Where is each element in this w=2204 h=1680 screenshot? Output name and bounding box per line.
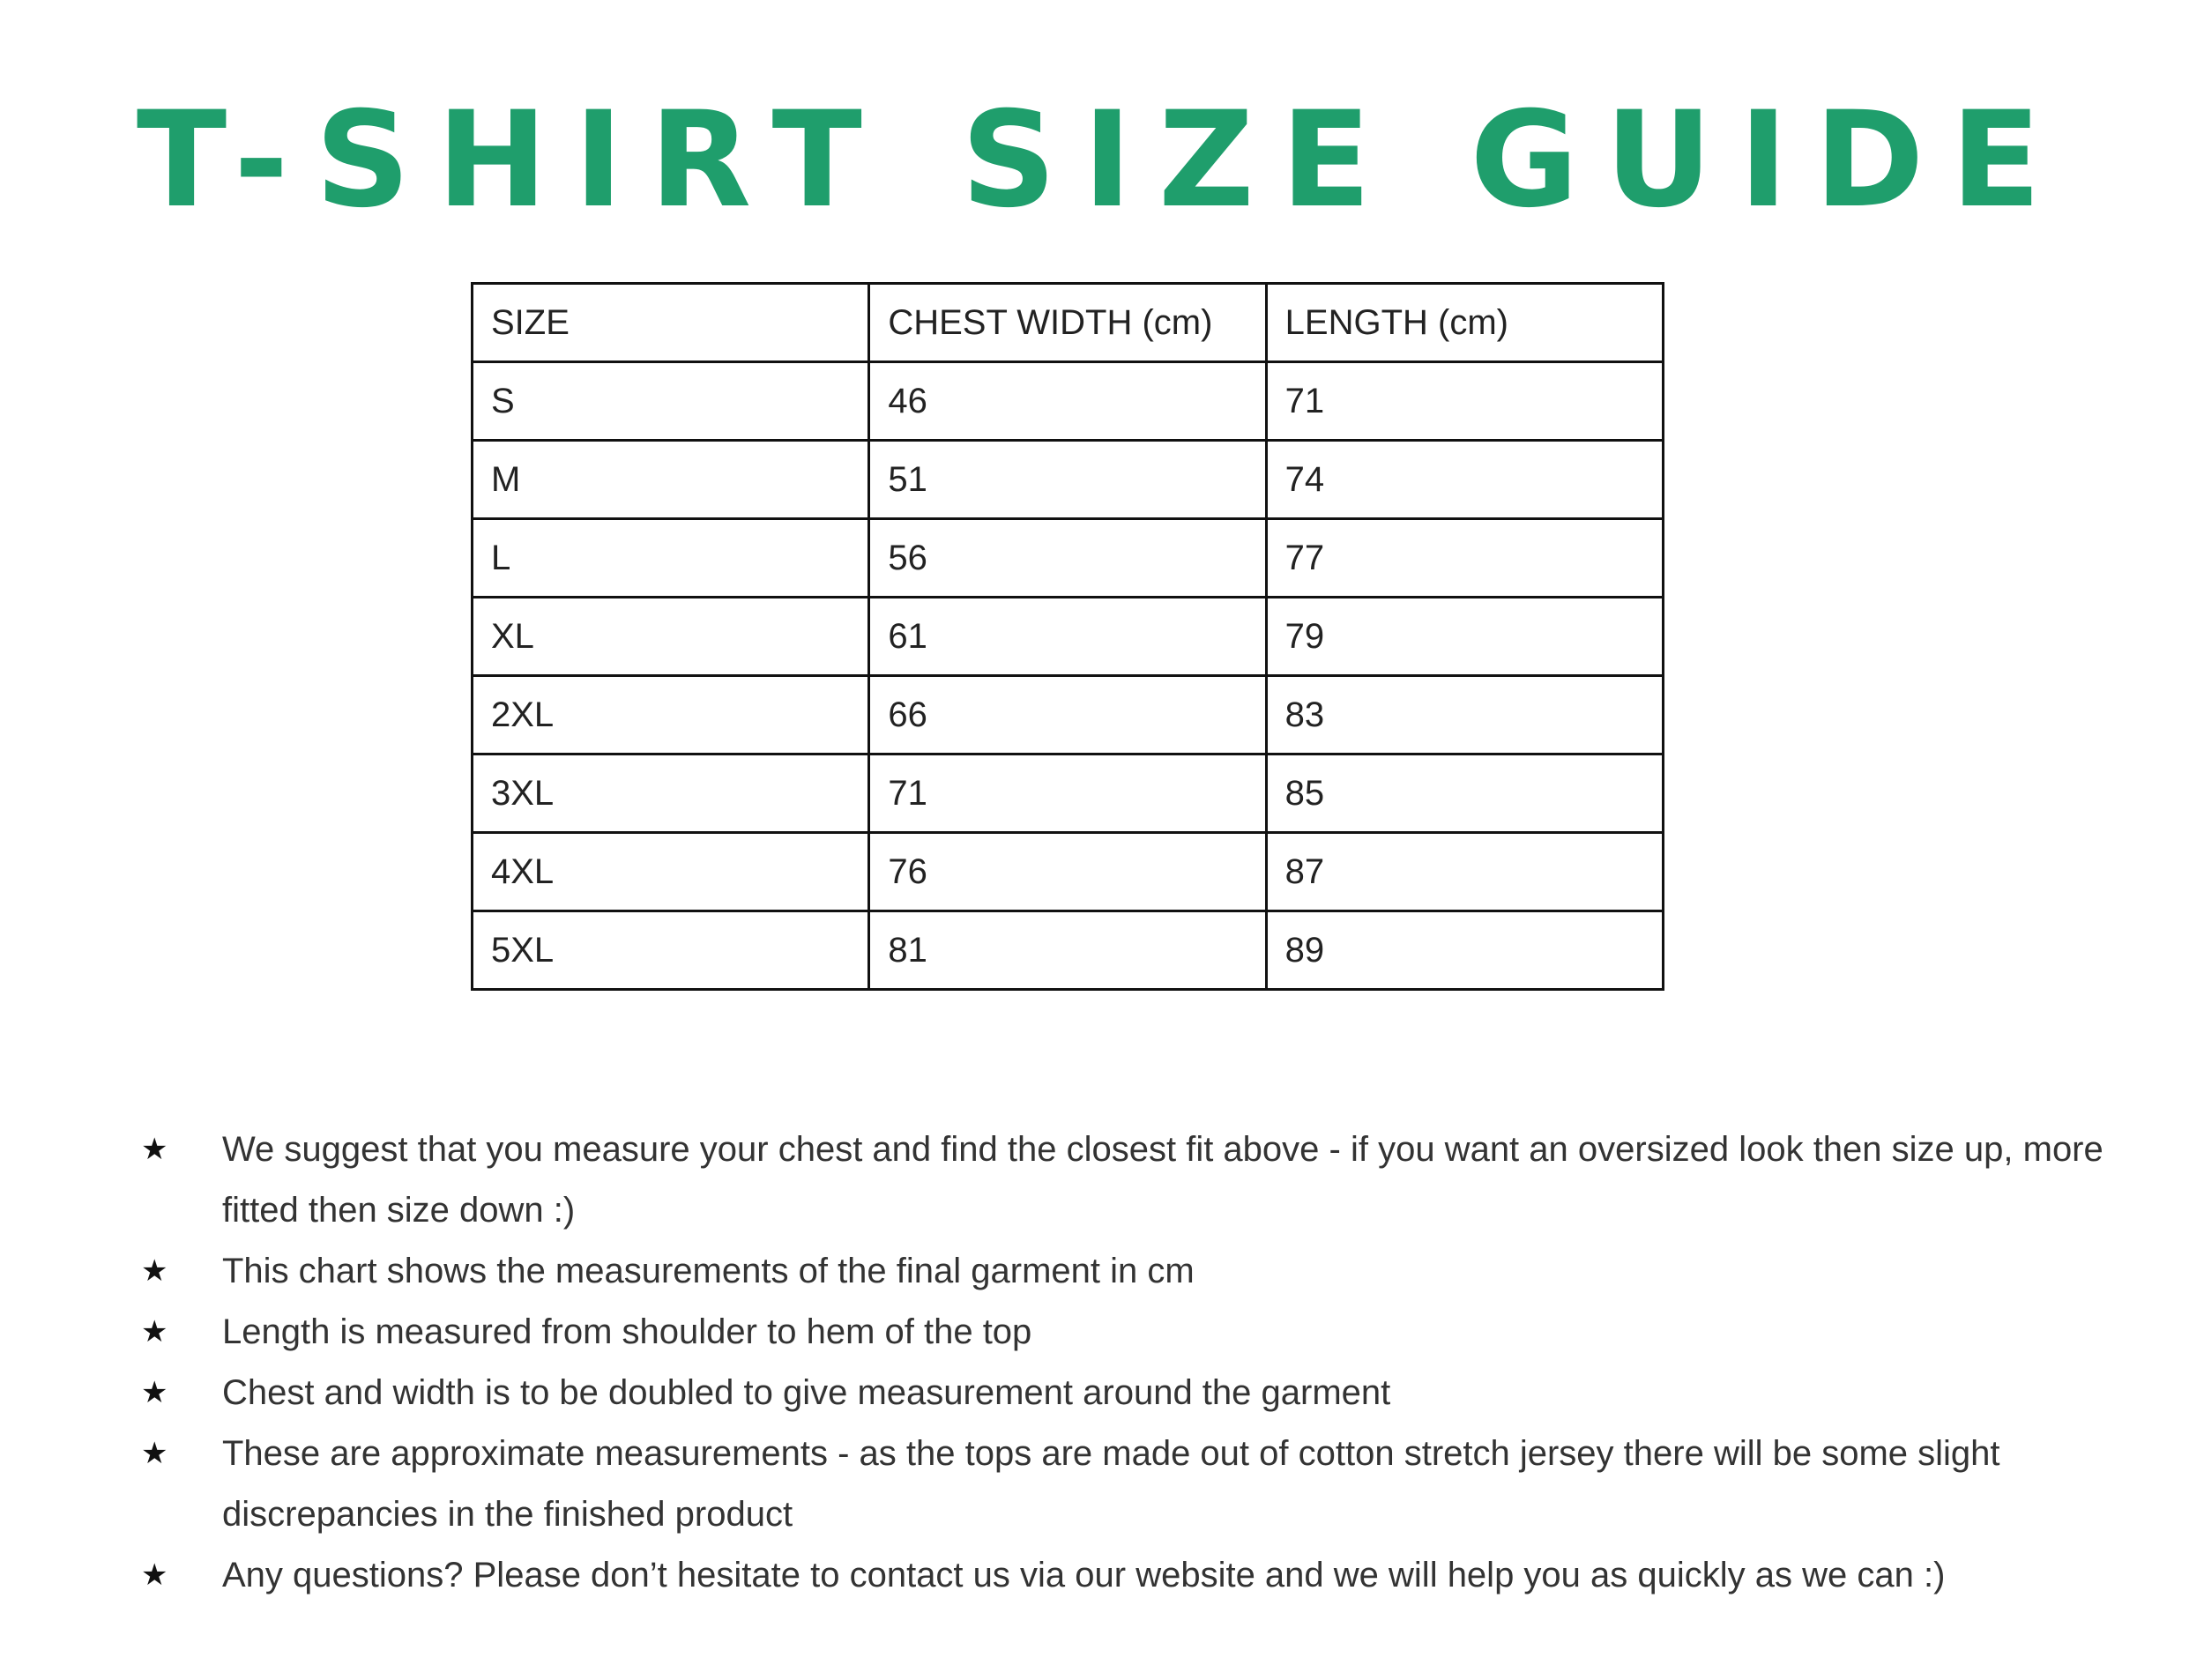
size-cell: 4XL — [473, 833, 869, 911]
table-row — [473, 833, 1664, 911]
size-cell: S — [473, 362, 869, 441]
table-header-row — [473, 284, 1664, 362]
chest-cell: 61 — [869, 598, 1266, 676]
chest-cell: 71 — [869, 755, 1266, 833]
star-icon: ★ — [141, 1314, 168, 1349]
notes-list — [141, 1119, 2116, 1606]
length-cell: 89 — [1266, 911, 1663, 990]
list-item — [141, 1363, 2116, 1424]
note-text: Any questions? Please don’t hesitate to contact us via our website and we will help you as quickly as we can :) — [222, 1556, 1946, 1595]
chest-cell: 76 — [869, 833, 1266, 911]
chest-cell: 56 — [869, 519, 1266, 598]
note-text: Length is measured from shoulder to hem of the top — [222, 1312, 1032, 1351]
star-icon: ★ — [141, 1557, 168, 1593]
length-cell: 87 — [1266, 833, 1663, 911]
header-length: LENGTH (cm) — [1266, 284, 1663, 362]
star-icon: ★ — [141, 1132, 168, 1167]
size-table — [471, 282, 1664, 991]
size-cell: M — [473, 441, 869, 519]
list-item — [141, 1424, 2116, 1545]
page-title: T-SHIRT SIZE GUIDE — [136, 84, 2068, 237]
list-item — [141, 1545, 2116, 1606]
note-text: These are approximate measurements - as the tops are made out of cotton stretch jersey there will be some slight discrepancies in the finished product — [222, 1434, 2000, 1534]
chest-cell: 81 — [869, 911, 1266, 990]
length-cell: 79 — [1266, 598, 1663, 676]
length-cell: 71 — [1266, 362, 1663, 441]
list-item — [141, 1119, 2116, 1241]
size-cell: XL — [473, 598, 869, 676]
length-cell: 74 — [1266, 441, 1663, 519]
table-row — [473, 519, 1664, 598]
table-row — [473, 676, 1664, 755]
chest-cell: 51 — [869, 441, 1266, 519]
star-icon: ★ — [141, 1253, 168, 1289]
table-row — [473, 598, 1664, 676]
list-item — [141, 1302, 2116, 1363]
length-cell: 83 — [1266, 676, 1663, 755]
header-size: SIZE — [473, 284, 869, 362]
table-row — [473, 755, 1664, 833]
size-cell: 2XL — [473, 676, 869, 755]
chest-cell: 66 — [869, 676, 1266, 755]
length-cell: 77 — [1266, 519, 1663, 598]
star-icon: ★ — [141, 1436, 168, 1471]
size-cell: 5XL — [473, 911, 869, 990]
size-cell: L — [473, 519, 869, 598]
chest-cell: 46 — [869, 362, 1266, 441]
table-row — [473, 441, 1664, 519]
note-text: Chest and width is to be doubled to give measurement around the garment — [222, 1373, 1391, 1412]
note-text: We suggest that you measure your chest and find the closest fit above - if you want an oversized look then size up, more fitted then size down :) — [222, 1130, 2103, 1230]
star-icon: ★ — [141, 1375, 168, 1410]
size-cell: 3XL — [473, 755, 869, 833]
note-text: This chart shows the measurements of the final garment in cm — [222, 1252, 1195, 1290]
table-row — [473, 911, 1664, 990]
table-row — [473, 362, 1664, 441]
length-cell: 85 — [1266, 755, 1663, 833]
list-item — [141, 1241, 2116, 1302]
header-chest-width: CHEST WIDTH (cm) — [869, 284, 1266, 362]
